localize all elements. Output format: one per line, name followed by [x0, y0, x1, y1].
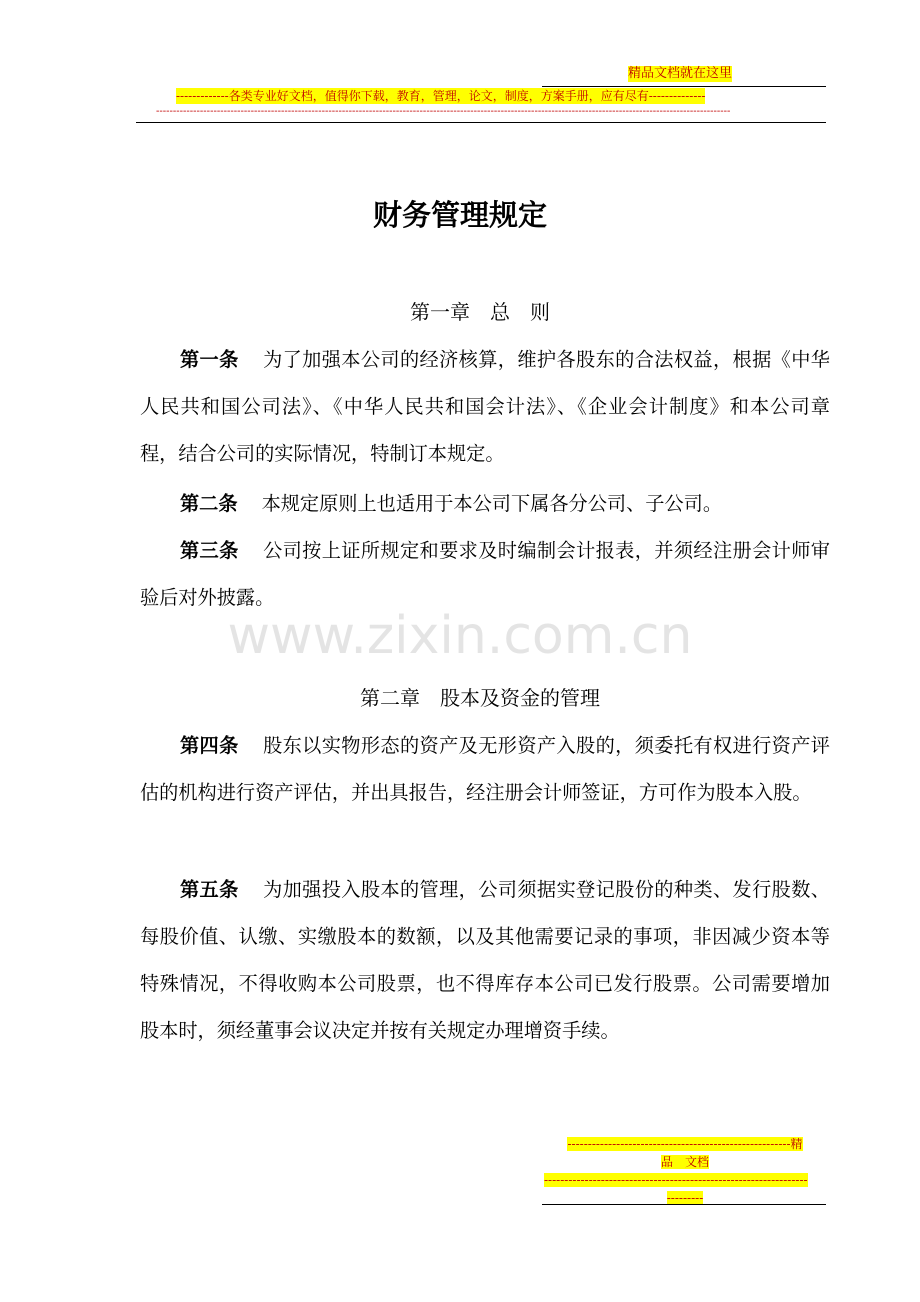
chapter-heading: 第一章 总 则 [410, 300, 550, 324]
article-text: 股东以实物形态的资产及无形资产入股的，须委托有权进行资产评估的机构进行资产评估，并出具报告，经注册会计师签证，方可作为股本入股。 [140, 734, 830, 804]
article [140, 722, 830, 816]
header-rule-top [542, 86, 826, 87]
footer-line-4: --------- [666, 1191, 704, 1205]
article [140, 480, 830, 527]
footer-rule [542, 1204, 826, 1205]
article-number: 第三条 [180, 539, 239, 562]
article-number: 第二条 [180, 492, 238, 515]
article [140, 336, 830, 477]
article-number: 第一条 [180, 348, 239, 371]
header-top-label: 精品文档就在这里 [628, 66, 733, 81]
header-dash-line: -------------------------------------------------------------------------------------------------------------------------------------------------------------------------- [156, 106, 731, 117]
footer-line-2: 品 文档 [660, 1155, 709, 1169]
article-text: 为加强投入股本的管理，公司须据实登记股份的种类、发行股数、每股价值、认缴、实缴股本的数额，以及其他需要记录的事项，非因减少资本等特殊情况，不得收购本公司股票，也不得库存本公司已发行股票。公司需要增加股本时，须经董事会议决定并按有关规定办理增资手续。 [140, 878, 830, 1042]
article [140, 527, 830, 621]
article-text: 公司按上证所规定和要求及时编制会计报表，并须经注册会计师审验后对外披露。 [140, 539, 830, 609]
header-rule-bottom [136, 122, 826, 123]
footer-banner [544, 1135, 826, 1207]
article-number: 第四条 [180, 734, 239, 757]
watermark: www.zixin.com.cn [227, 606, 693, 666]
footer-line-3: ----------------------------------------------------------------- [544, 1173, 808, 1187]
article-text: 为了加强本公司的经济核算，维护各股东的合法权益，根据《中华人民共和国公司法》、《中华人民共和国会计法》、《企业会计制度》和本公司章程，结合公司的实际情况，特制订本规定。 [140, 348, 830, 465]
footer-line-1: -------------------------------------------------------精 [567, 1137, 803, 1151]
article-number: 第五条 [180, 878, 239, 901]
article [140, 866, 830, 1054]
article-text: 本规定原则上也适用于本公司下属各分公司、子公司。 [261, 492, 723, 515]
document-title: 财务管理规定 [372, 198, 547, 232]
header-banner: -------------各类专业好文档，值得你下载，教育，管理，论文，制度，方案手册，应有尽有-------------- [176, 89, 706, 103]
chapter-heading: 第二章 股本及资金的管理 [360, 686, 600, 710]
